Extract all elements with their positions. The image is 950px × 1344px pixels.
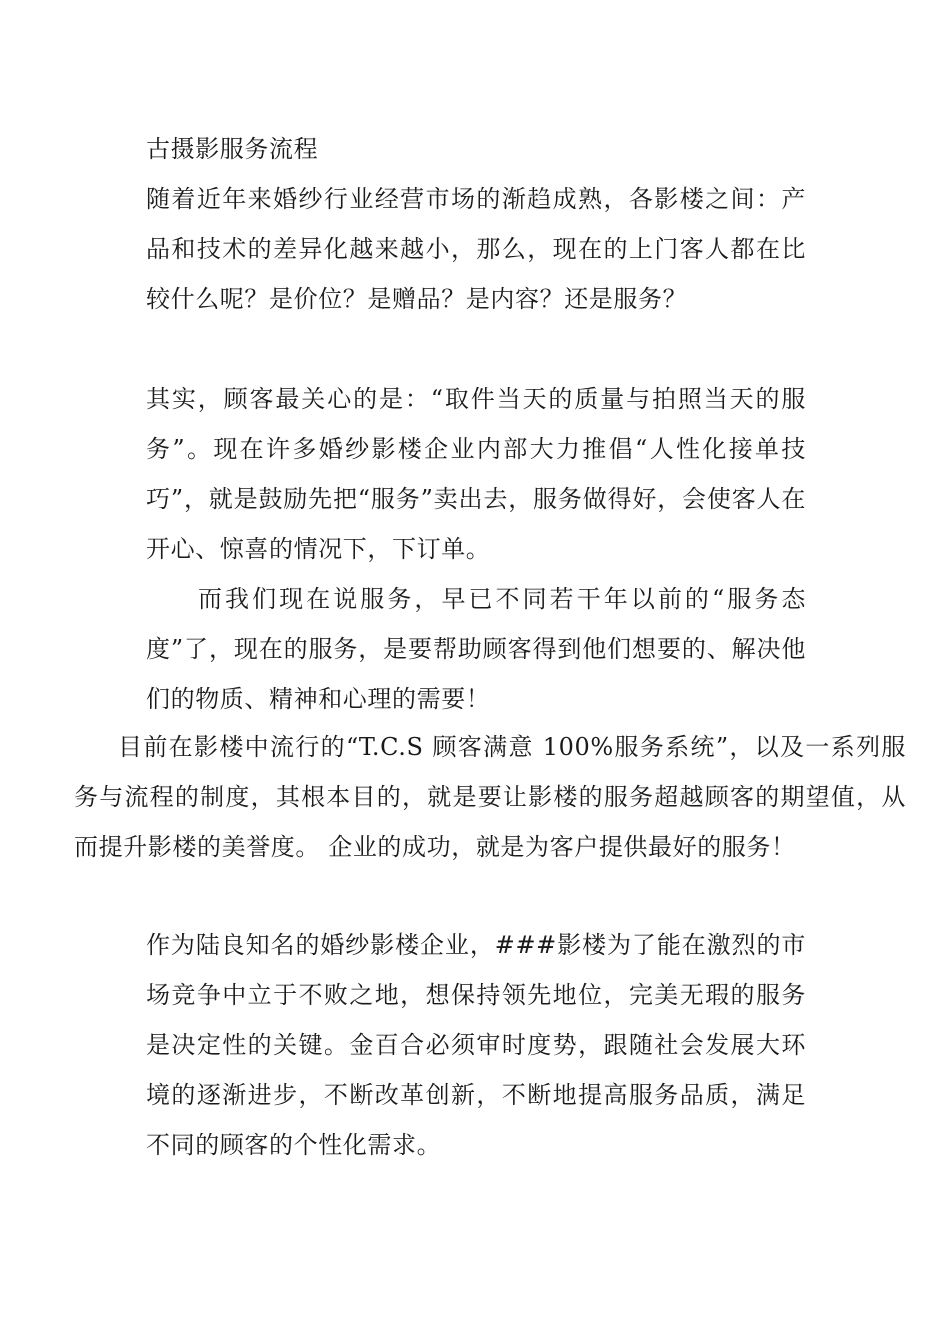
paragraph-company-goal: 作为陆良知名的婚纱影楼企业，###影楼为了能在激烈的市场竞争中立于不败之地，想保持领先地位，完美无瑕的服务是决定性的关键。金百合必须审时度势，跟随社会发展大环境的逐渐进步，不断改革创新，不断地提高服务品质，满足不同的顾客的个性化需求。 (146, 931, 806, 1159)
paragraph-service-meaning: 而我们现在说服务，早已不同若干年以前的“服务态度”了，现在的服务，是要帮助顾客得到他们想要的、解决他们的物质、精神和心理的需要！ (146, 585, 806, 713)
paragraph-tcs-system: 目前在影楼中流行的“T.C.S 顾客满意 100%服务系统”，以及一系列服务与流程的制度，其根本目的，就是要让影楼的服务超越顾客的期望值，从而提升影楼的美誉度。 企业的成功，就是为客户提供最好的服务！ (74, 733, 906, 861)
document-title: 古摄影服务流程 (146, 135, 319, 163)
paragraph-customer-concern: 其实，顾客最关心的是：“取件当天的质量与拍照当天的服务”。现在许多婚纱影楼企业内部大力推倡“人性化接单技巧”，就是鼓励先把“服务”卖出去，服务做得好，会使客人在开心、惊喜的情况下，下订单。 (146, 385, 806, 563)
paragraph-intro: 随着近年来婚纱行业经营市场的渐趋成熟，各影楼之间：产品和技术的差异化越来越小，那么，现在的上门客人都在比较什么呢？是价位？是赠品？是内容？还是服务？ (146, 185, 806, 313)
